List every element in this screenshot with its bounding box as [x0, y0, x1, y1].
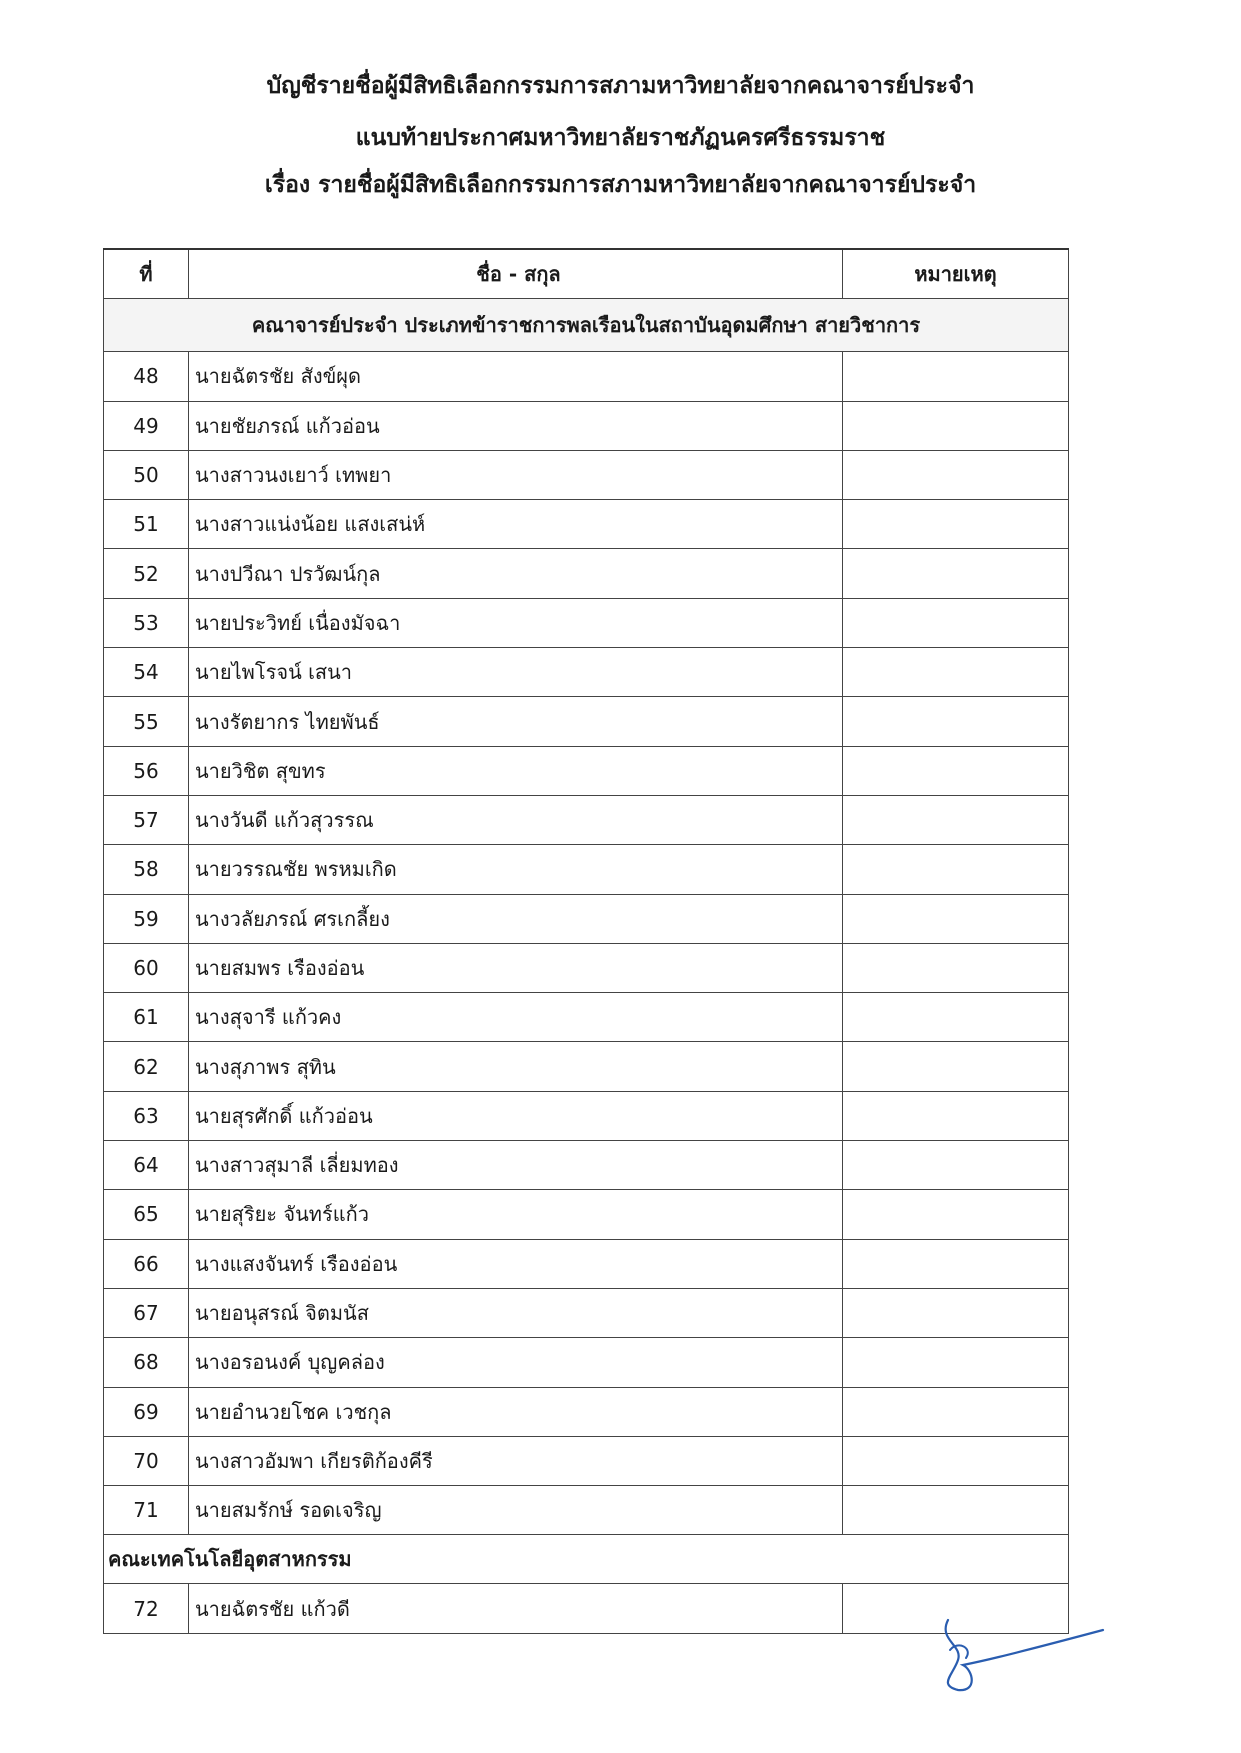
table-row: [103, 599, 1069, 648]
table-row: [103, 895, 1069, 944]
row-number: 50: [103, 451, 189, 499]
row-name: นายไพโรจน์ เสนา: [189, 648, 843, 696]
row-note: [843, 451, 1069, 499]
table-row: [103, 549, 1069, 598]
table-row: [103, 451, 1069, 500]
row-number: 51: [103, 500, 189, 548]
table-row: [103, 747, 1069, 796]
row-note: [843, 549, 1069, 597]
row-number: 60: [103, 944, 189, 992]
row-name: นายชัยภรณ์ แก้วอ่อน: [189, 402, 843, 450]
row-note: [843, 352, 1069, 400]
row-name: นางวันดี แก้วสุวรรณ: [189, 796, 843, 844]
row-name: นางปวีณา ปรวัฒน์กุล: [189, 549, 843, 597]
row-note: [843, 796, 1069, 844]
row-number: 55: [103, 697, 189, 745]
section-heading: คณาจารย์ประจำ ประเภทข้าราชการพลเรือนในสถาบันอุดมศึกษา สายวิชาการ: [103, 299, 1069, 352]
row-name: นายอำนวยโชค เวชกุล: [189, 1388, 843, 1436]
table-row: [103, 993, 1069, 1042]
row-number: 68: [103, 1338, 189, 1386]
table-header: [103, 250, 1069, 299]
table-row: [103, 944, 1069, 993]
row-note: [843, 1289, 1069, 1337]
row-number: 67: [103, 1289, 189, 1337]
row-name: นายอนุสรณ์ จิตมนัส: [189, 1289, 843, 1337]
row-name: นางสุภาพร สุทิน: [189, 1042, 843, 1090]
row-name: นางรัตยากร ไทยพันธ์: [189, 697, 843, 745]
row-number: 54: [103, 648, 189, 696]
row-number: 58: [103, 845, 189, 893]
table-row: [103, 402, 1069, 451]
table-row: [103, 1289, 1069, 1338]
row-number: 66: [103, 1240, 189, 1288]
table-row: [103, 1092, 1069, 1141]
row-number: 62: [103, 1042, 189, 1090]
row-number: 61: [103, 993, 189, 1041]
row-number: 63: [103, 1092, 189, 1140]
row-note: [843, 1240, 1069, 1288]
row-note: [843, 1388, 1069, 1436]
row-name: นายสุริยะ จันทร์แก้ว: [189, 1190, 843, 1238]
row-number: 64: [103, 1141, 189, 1189]
row-number: 56: [103, 747, 189, 795]
table-row: [103, 1338, 1069, 1387]
row-note: [843, 993, 1069, 1041]
title-line-1: บัญชีรายชื่อผู้มีสิทธิเลือกกรรมการสภามหาวิทยาลัยจากคณาจารย์ประจำ: [266, 73, 975, 99]
table-row: [103, 648, 1069, 697]
row-number: 57: [103, 796, 189, 844]
row-name: นางแสงจันทร์ เรืองอ่อน: [189, 1240, 843, 1288]
title-line-3: เรื่อง รายชื่อผู้มีสิทธิเลือกกรรมการสภามหาวิทยาลัยจากคณาจารย์ประจำ: [264, 172, 977, 198]
row-name: นายฉัตรชัย แก้วดี: [189, 1584, 843, 1632]
table-row: [103, 1190, 1069, 1239]
row-name: นางสุจารี แก้วคง: [189, 993, 843, 1041]
table-body: [103, 352, 1069, 1535]
voter-table: [103, 248, 1069, 1634]
row-note: [843, 599, 1069, 647]
row-note: [843, 1141, 1069, 1189]
signature-mark: [918, 1600, 1108, 1700]
row-number: 65: [103, 1190, 189, 1238]
row-number: 53: [103, 599, 189, 647]
table-row: [103, 845, 1069, 894]
table-row: [103, 1388, 1069, 1437]
row-note: [843, 648, 1069, 696]
row-number: 49: [103, 402, 189, 450]
table-row: [103, 500, 1069, 549]
row-name: นายสุรศักดิ์ แก้วอ่อน: [189, 1092, 843, 1140]
row-number: 72: [103, 1584, 189, 1632]
row-name: นางสาวสุมาลี เลี่ยมทอง: [189, 1141, 843, 1189]
row-name: นายวรรณชัย พรหมเกิด: [189, 845, 843, 893]
col-header-name: ชื่อ - สกุล: [189, 250, 843, 298]
row-name: นางวลัยภรณ์ ศรเกลี้ยง: [189, 895, 843, 943]
faculty-heading: คณะเทคโนโลยีอุตสาหกรรม: [103, 1535, 1069, 1584]
row-number: 52: [103, 549, 189, 597]
row-note: [843, 402, 1069, 450]
row-note: [843, 1338, 1069, 1386]
row-note: [843, 697, 1069, 745]
row-number: 48: [103, 352, 189, 400]
row-name: นางสาวอัมพา เกียรติก้องคีรี: [189, 1437, 843, 1485]
row-note: [843, 845, 1069, 893]
col-header-note: หมายเหตุ: [843, 250, 1069, 298]
row-number: 70: [103, 1437, 189, 1485]
row-note: [843, 895, 1069, 943]
table-row: [103, 1437, 1069, 1486]
table-row: [103, 1486, 1069, 1535]
row-name: นางอรอนงค์ บุญคล่อง: [189, 1338, 843, 1386]
row-name: นางสาวแน่งน้อย แสงเสน่ห์: [189, 500, 843, 548]
row-name: นายประวิทย์ เนื่องมัจฉา: [189, 599, 843, 647]
row-note: [843, 1190, 1069, 1238]
row-note: [843, 944, 1069, 992]
row-note: [843, 1437, 1069, 1485]
row-note: [843, 1486, 1069, 1534]
row-name: นายสมรักษ์ รอดเจริญ: [189, 1486, 843, 1534]
row-name: นายฉัตรชัย สังข์ผุด: [189, 352, 843, 400]
row-name: นางสาวนงเยาว์ เทพยา: [189, 451, 843, 499]
row-note: [843, 747, 1069, 795]
row-note: [843, 500, 1069, 548]
row-note: [843, 1042, 1069, 1090]
table-row: [103, 1141, 1069, 1190]
row-name: นายสมพร เรืองอ่อน: [189, 944, 843, 992]
col-header-no: ที่: [103, 250, 189, 298]
row-number: 69: [103, 1388, 189, 1436]
row-name: นายวิชิต สุขทร: [189, 747, 843, 795]
table-row: [103, 697, 1069, 746]
row-number: 71: [103, 1486, 189, 1534]
row-number: 59: [103, 895, 189, 943]
table-row: [103, 796, 1069, 845]
table-row: [103, 352, 1069, 401]
table-row: [103, 1240, 1069, 1289]
row-note: [843, 1092, 1069, 1140]
title-line-2: แนบท้ายประกาศมหาวิทยาลัยราชภัฏนครศรีธรรมราช: [355, 125, 886, 151]
table-row: [103, 1042, 1069, 1091]
